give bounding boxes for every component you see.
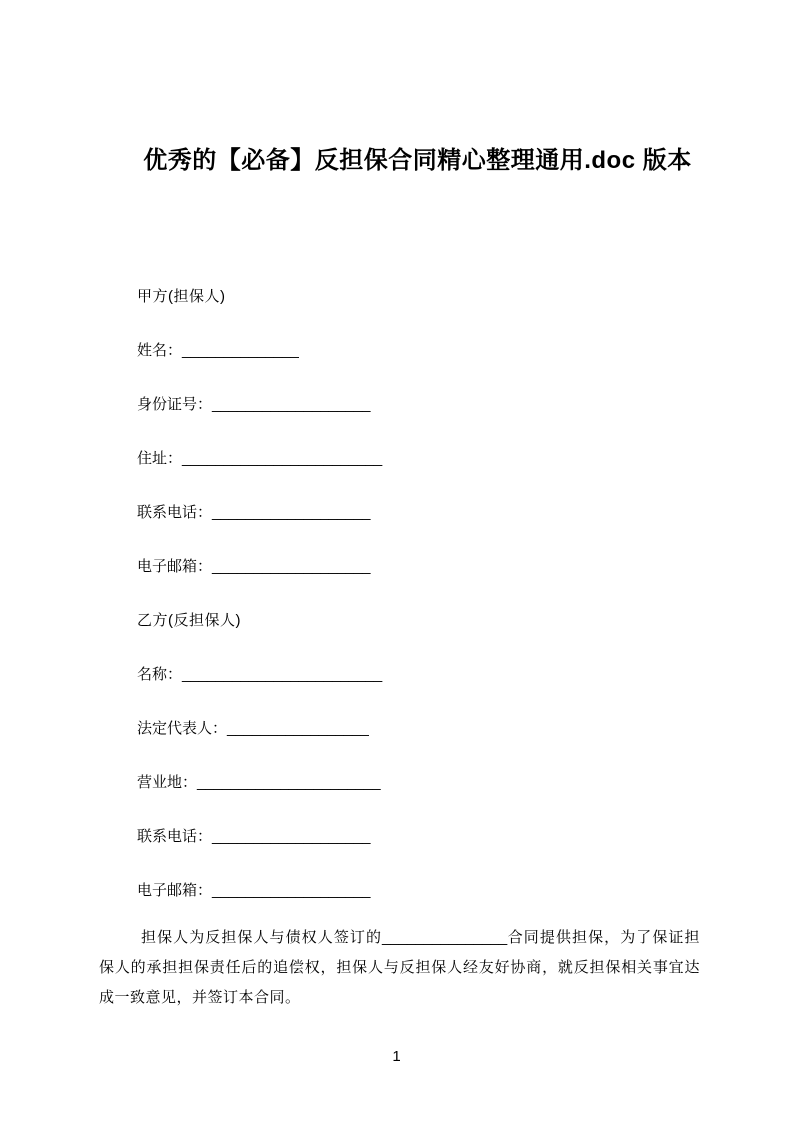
party-b-email-blank-line: ___________________ [212,882,371,899]
party-b-company-name-label: 名称： [137,666,183,683]
party-b-business-address-label: 营业地： [137,774,198,791]
party-b-phone-blank-line: ___________________ [212,828,371,845]
party-a-address-blank-line: ________________________ [182,450,383,467]
party-b-heading: 乙方(反担保人) [137,612,241,629]
party-a-id-number-field [137,378,382,432]
party-a-address-field [137,432,382,486]
party-a-name-field [137,324,382,378]
page-number: 1 [392,1048,401,1065]
party-a-id-number-label: 身份证号： [137,396,213,413]
clause-contract-name-blank-line: _______________ [382,929,508,946]
party-b-legal-representative-label: 法定代表人： [137,720,228,737]
party-a-email-blank-line: ___________________ [212,558,371,575]
party-b-legal-representative-field [137,702,382,756]
party-a-phone-blank-line: ___________________ [212,504,371,521]
party-a-name-label: 姓名： [137,342,183,359]
party-a-phone-field [137,486,382,540]
party-b-email-label: 电子邮箱： [137,882,213,899]
party-a-heading: 甲方(担保人) [137,288,226,305]
clause-rest-text: 合同提供担保，为了保证担保人的承担担保责任后的追偿权，担保人与反担保人经友好协商，就反担保相关事宜达成一致意见，并签订本合同。 [99,929,700,1006]
party-b-business-address-blank-line: ______________________ [197,774,381,791]
party-b-legal-representative-blank-line: _________________ [227,720,369,737]
party-b-email-field [137,864,382,918]
clause-intro-text: 担保人为反担保人与债权人签订的 [141,929,383,946]
party-a-email-field [137,540,382,594]
party-a-name-blank-line: ______________ [182,342,299,359]
party-b-company-name-blank-line: ________________________ [182,666,383,683]
party-b-phone-label: 联系电话： [137,828,213,845]
party-a-email-label: 电子邮箱： [137,558,213,575]
party-a-phone-label: 联系电话： [137,504,213,521]
party-b-company-name-field [137,648,382,702]
parties-info-section [137,270,382,918]
party-a-id-number-blank-line: ___________________ [212,396,371,413]
document-title: 优秀的【必备】反担保合同精心整理通用.doc 版本 [143,147,692,174]
contract-intro-paragraph [99,923,700,1013]
party-b-phone-field [137,810,382,864]
party-a-address-label: 住址： [137,450,183,467]
party-b-business-address-field [137,756,382,810]
